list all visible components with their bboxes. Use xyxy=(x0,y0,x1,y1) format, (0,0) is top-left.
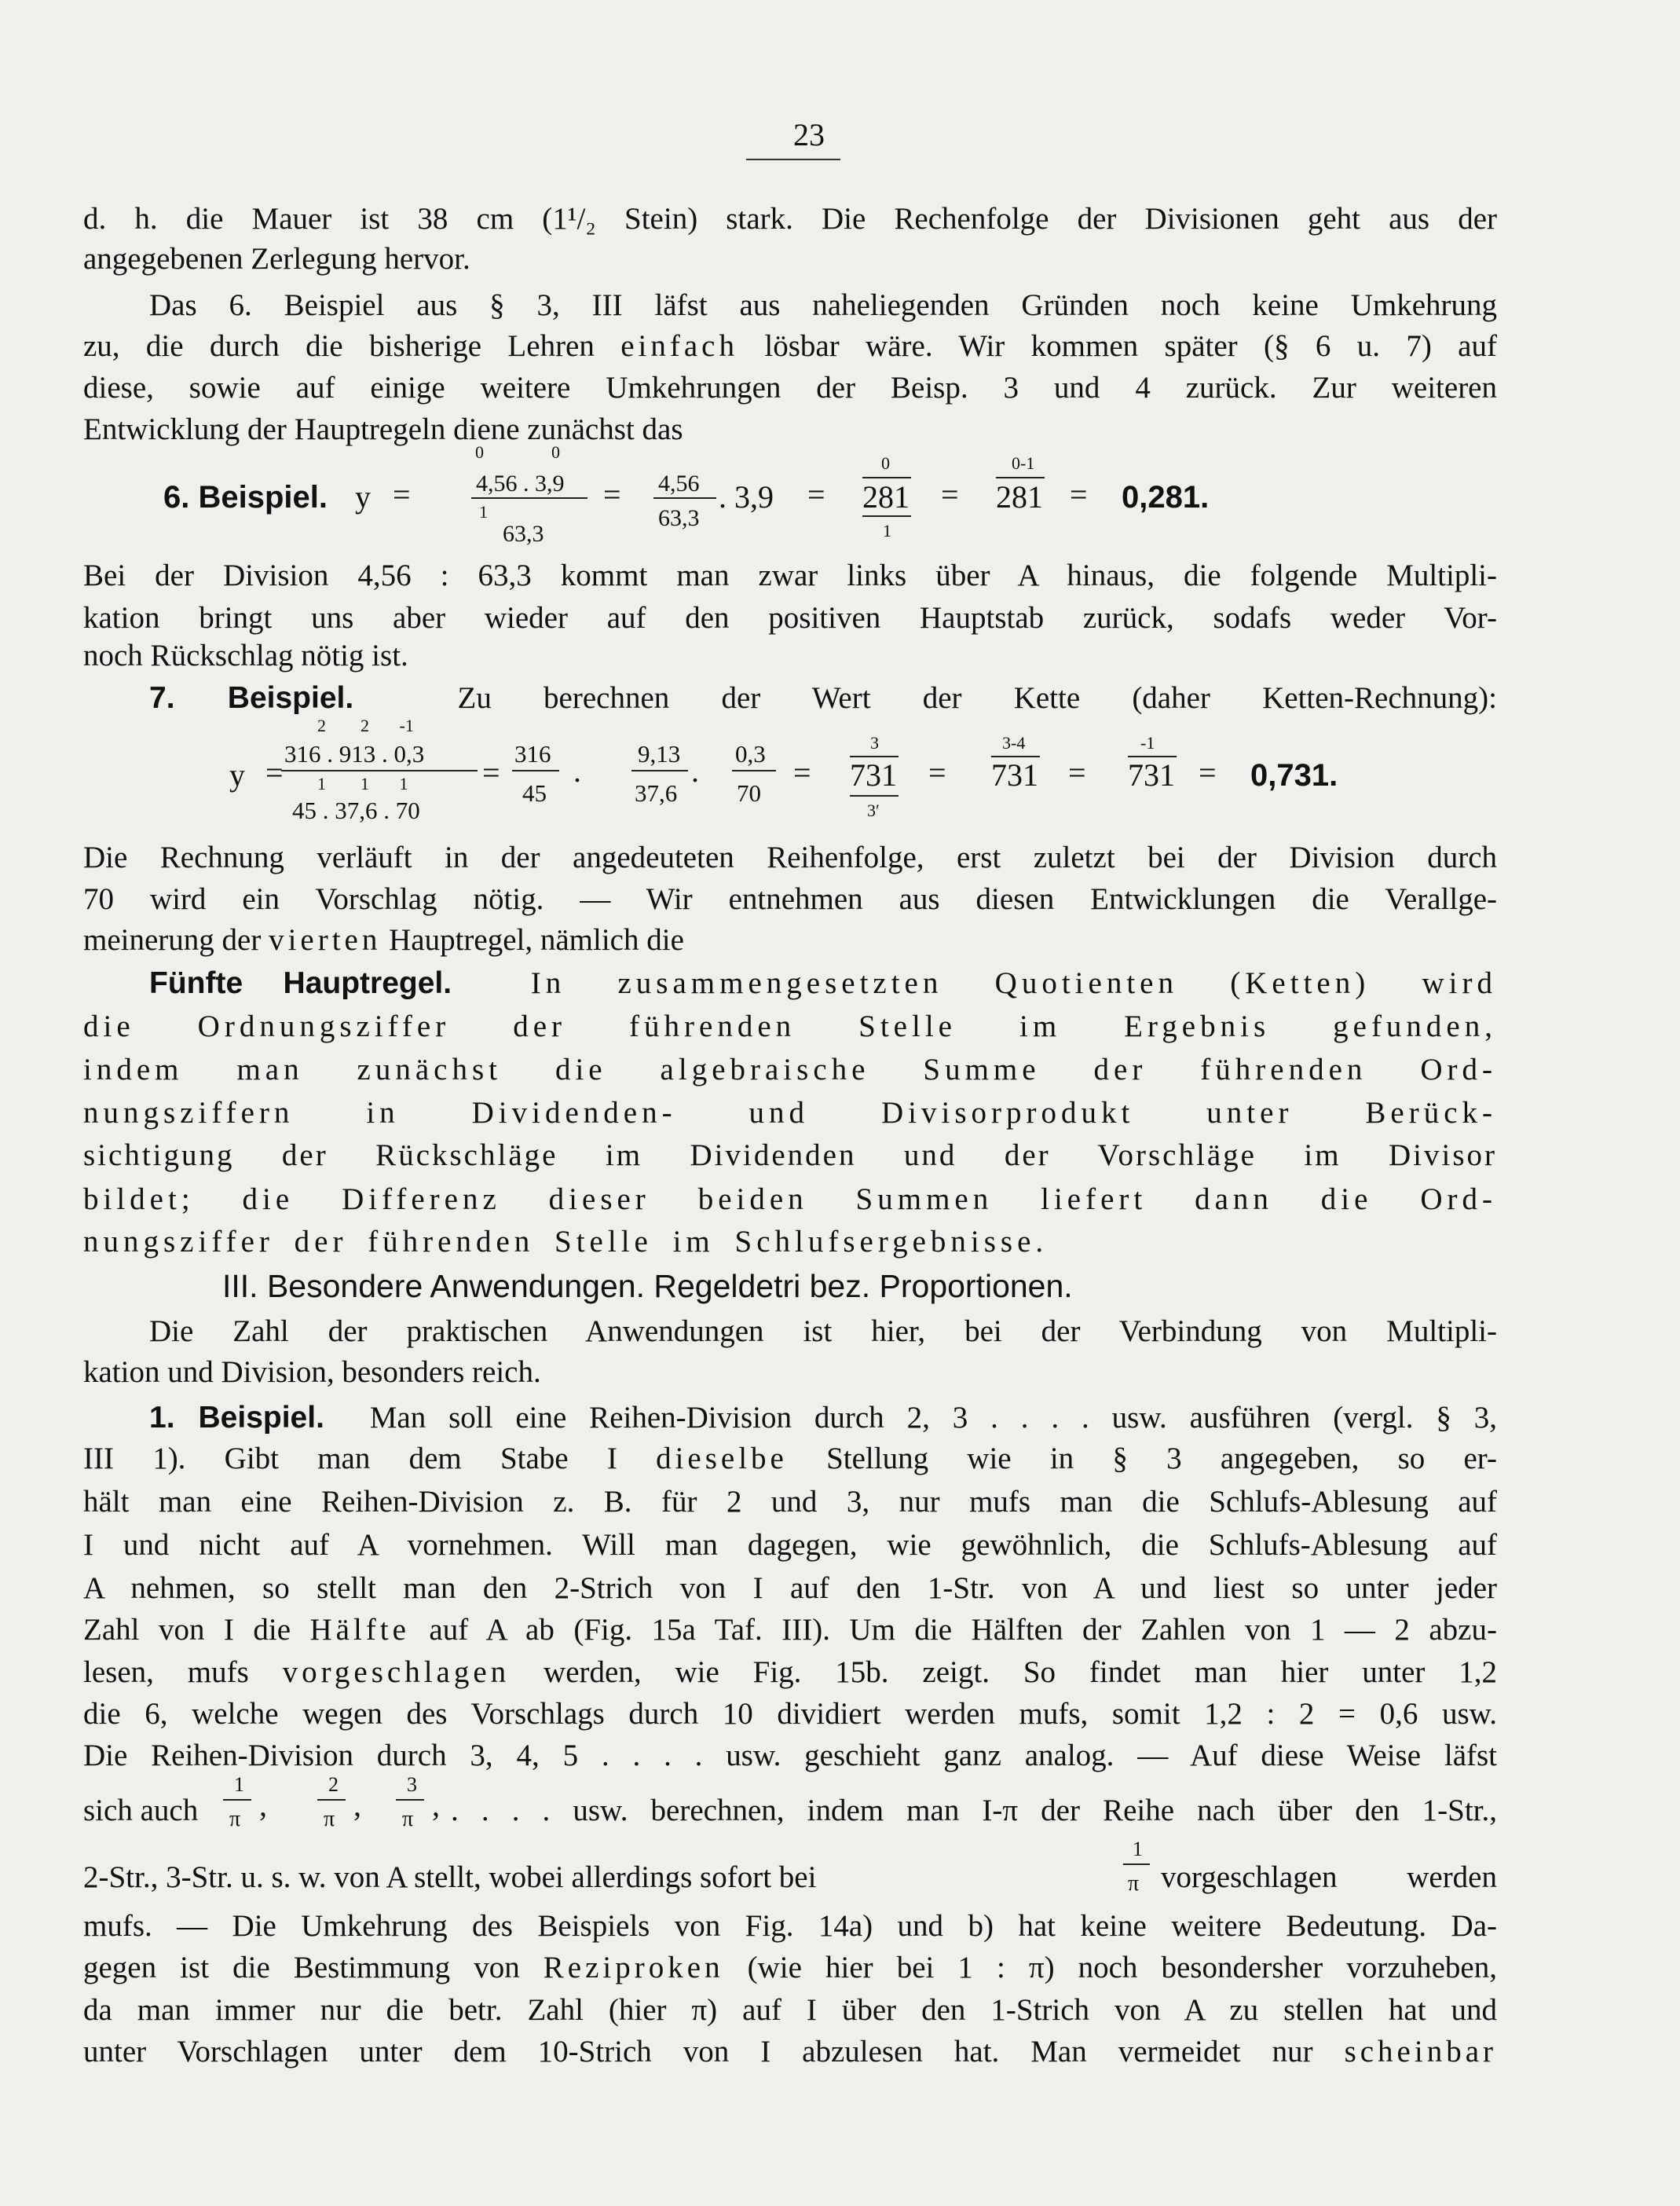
formula-den: 45 . 37,6 . 70 xyxy=(292,797,420,824)
fraction-bar xyxy=(396,1799,424,1801)
text-line: sichtigung der Rückschläge im Dividenden und der Vorschläge im Divisor xyxy=(83,1138,1497,1172)
formula-sub: 1 1 1 xyxy=(317,774,408,793)
text-line: indem man zunächst die algebraische Summe der führenden Ord- xyxy=(83,1053,1497,1087)
formula-num: 316 . 913 . 0,3 xyxy=(284,740,425,768)
frac-comma: , xyxy=(432,1787,440,1823)
text-run: lesen, mufs xyxy=(83,1655,283,1689)
text-line: 70 wird ein Vorschlag nötig. — Wir entnehmen aus diesen Entwicklungen die Verallge- xyxy=(83,882,1497,916)
formula-sup: 0-1 xyxy=(1012,453,1035,473)
formula-num: 4,56 xyxy=(658,471,700,497)
text-run: Man soll eine Reihen-Division durch 2, 3 . . . . usw. ausführen (vergl. § 3, xyxy=(369,1401,1498,1435)
formula-sub: 1 xyxy=(479,502,488,522)
text-line: vorgeschlagen werden xyxy=(1161,1860,1497,1894)
formula-eq: = xyxy=(928,755,946,790)
text-line: die Ordnungsziffer der führenden Stelle im Ergebnis gefunden, xyxy=(83,1010,1497,1043)
formula-dot: . xyxy=(573,753,581,789)
text-line: . . . . usw. berechnen, indem man I-π der Reihe nach über den 1-Str., xyxy=(451,1794,1497,1827)
text-run-spaced: dieselbe xyxy=(656,1442,788,1475)
text-line: Bei der Division 4,56 : 63,3 kommt man zwar links über A hinaus, die folgende Multipli- xyxy=(83,559,1497,592)
frac-num: 1 xyxy=(1133,1838,1143,1860)
formula-eq: = xyxy=(482,755,500,790)
formula-sub: 3′ xyxy=(867,801,880,820)
text-line: noch Rückschlag nötig ist. xyxy=(83,639,408,672)
formula-den: 45 xyxy=(522,779,547,807)
text-line: Das 6. Beispiel aus § 3, III läfst aus naheliegenden Gründen noch keine Umkehrung xyxy=(149,288,1497,322)
formula-num: 0,3 xyxy=(735,740,766,768)
fraction-bar xyxy=(732,770,776,771)
page-number-rule xyxy=(746,159,840,160)
text-line xyxy=(149,677,1497,720)
text-line: Die Zahl der praktischen Anwendungen ist hier, bei der Verbindung von Multipli- xyxy=(149,1314,1497,1348)
formula-num: 9,13 xyxy=(638,740,681,768)
formula-eq: = xyxy=(603,477,621,512)
formula-sup: 2 2 -1 xyxy=(317,716,414,735)
text-run: Hauptregel, nämlich die xyxy=(381,923,684,957)
page-number: 23 xyxy=(793,117,825,152)
frac-num: 2 xyxy=(328,1773,339,1796)
text-run-spaced: Reziproken xyxy=(543,1951,724,1984)
formula-sup: 3-4 xyxy=(1002,733,1026,753)
text-run-spaced: scheinbar xyxy=(1344,2035,1497,2069)
formula-den: 63,3 xyxy=(658,505,700,531)
text-run: unter Vorschlagen unter dem 10-Strich von I abzulesen hat. Man vermeidet nur xyxy=(83,2035,1345,2069)
formula-value: 281 xyxy=(862,479,910,515)
frac-num: 1 xyxy=(234,1773,244,1796)
formula-den: 63,3 xyxy=(503,521,544,547)
text-run: III 1). Gibt man dem Stabe I xyxy=(83,1442,657,1475)
formula-var: y xyxy=(355,479,371,515)
text-run: meinerung der xyxy=(83,923,269,957)
overline xyxy=(862,477,911,478)
text-line: nungsziffer der führenden Stelle im Schlufsergebnisse. xyxy=(83,1225,1049,1259)
example-label: 1. Beispiel. xyxy=(149,1401,324,1435)
formula-sup: 0 xyxy=(881,453,890,473)
fraction-bar xyxy=(631,770,688,771)
fraction-bar xyxy=(512,770,559,771)
overline xyxy=(996,477,1045,478)
formula-result: 0,731. xyxy=(1250,758,1338,793)
formula-eq: = xyxy=(265,755,284,790)
text-line: mufs. — Die Umkehrung des Beispiels von Fig. 14a) und b) hat keine weitere Bedeutung. Da- xyxy=(83,1909,1497,1943)
formula-den: 70 xyxy=(737,779,761,807)
text-line: nungsziffern in Dividenden- und Divisorprodukt unter Berück- xyxy=(83,1096,1497,1130)
text-run: gegen ist die Bestimmung von xyxy=(83,1951,544,1984)
text-run: zu, die durch die bisherige Lehren xyxy=(83,329,621,363)
formula-term: . 3,9 xyxy=(719,479,774,515)
formula-eq: = xyxy=(941,477,959,512)
formula-eq: = xyxy=(1068,755,1086,790)
text-line xyxy=(83,325,1497,368)
formula-den: 37,6 xyxy=(635,779,678,807)
formula-sup: 0 xyxy=(551,442,560,462)
frac-den: π xyxy=(402,1807,414,1831)
formula-eq: = xyxy=(1199,755,1217,790)
text-line: da man immer nur die betr. Zahl (hier π) auf I über den 1-Strich von A zu stellen hat und xyxy=(83,1993,1497,2027)
text-line: 2-Str., 3-Str. u. s. w. von A stellt, wobei allerdings sofort bei xyxy=(83,1860,817,1894)
text-line: kation und Division, besonders reich. xyxy=(83,1355,541,1389)
formula-dot: . xyxy=(691,753,699,789)
text-line: angegebenen Zerlegung hervor. xyxy=(83,242,470,276)
frac-den: π xyxy=(324,1807,335,1831)
formula-value: 731 xyxy=(1128,757,1175,793)
text-line: I und nicht auf A vornehmen. Will man dagegen, wie gewöhnlich, die Schlufs-Ablesung auf xyxy=(83,1528,1497,1562)
text-line: sich auch xyxy=(83,1794,199,1827)
text-line: Entwicklung der Hauptregeln diene zunächst das xyxy=(83,412,683,446)
formula-eq: = xyxy=(1070,477,1088,512)
text-line xyxy=(83,1947,1497,1989)
formula-sup: -1 xyxy=(1140,733,1155,753)
text-line xyxy=(149,1397,1497,1439)
text-line xyxy=(83,1651,1497,1694)
text-line: hält man eine Reihen-Division z. B. für 2 und 3, nur mufs man die Schlufs-Ablesung auf xyxy=(83,1485,1497,1519)
formula-num: 4,56 . 3,9 xyxy=(476,471,565,497)
example-label: 6. Beispiel. xyxy=(163,480,328,515)
fraction-bar xyxy=(1123,1863,1150,1865)
frac-den: π xyxy=(1128,1871,1140,1896)
text-line xyxy=(149,962,1497,1005)
text-run-spaced: vorgeschlagen xyxy=(282,1655,511,1689)
text-run: werden, wie Fig. 15b. zeigt. So findet man hier unter 1,2 xyxy=(510,1655,1498,1689)
frac-den: π xyxy=(229,1807,241,1831)
fraction-bar xyxy=(281,770,478,771)
text-run-spaced: vierten xyxy=(269,923,382,957)
text-run: auf A ab (Fig. 15a Taf. III). Um die Hälften der Zahlen von 1 — 2 abzu- xyxy=(409,1613,1497,1647)
fraction-bar xyxy=(223,1799,251,1801)
text-line: bildet; die Differenz dieser beiden Summen liefert dann die Ord- xyxy=(83,1182,1497,1216)
text-line xyxy=(83,1609,1497,1651)
rule-label: Fünfte Hauptregel. xyxy=(149,966,452,1000)
text-run-spaced: In zusammengesetzten Quotienten (Ketten) wird xyxy=(530,966,1498,1000)
text-line: Die Rechnung verläuft in der angedeuteten Reihenfolge, erst zuletzt bei der Division durch xyxy=(83,841,1497,874)
text-line: Die Reihen-Division durch 3, 4, 5 . . . . usw. geschieht ganz analog. — Auf diese Weise läfst xyxy=(83,1739,1497,1772)
fraction-bar xyxy=(471,497,587,499)
formula-value: 281 xyxy=(996,479,1043,515)
text-run: Zu berechnen der Wert der Kette (daher Ketten-Rechnung): xyxy=(457,681,1497,715)
formula-value: 731 xyxy=(991,757,1038,793)
example-label: 7. Beispiel. xyxy=(149,681,354,715)
fraction-bar xyxy=(653,497,716,499)
text-line: kation bringt uns aber wieder auf den positiven Hauptstab zurück, sodafs weder Vor- xyxy=(83,601,1497,635)
text-run: lösbar wäre. Wir kommen später (§ 6 u. 7) auf xyxy=(738,329,1497,363)
frac-comma: , xyxy=(353,1787,361,1823)
frac-comma: , xyxy=(259,1787,267,1823)
text-line xyxy=(83,919,1497,962)
text-run: (wie hier bei 1 : π) noch besondersher vorzuheben, xyxy=(723,1951,1497,1984)
formula-result: 0,281. xyxy=(1122,480,1210,515)
text-line xyxy=(83,2031,1497,2073)
formula-eq: = xyxy=(393,477,411,512)
formula-sup: 0 xyxy=(475,442,484,462)
section-heading: III. Besondere Anwendungen. Regeldetri bez. Proportionen. xyxy=(222,1268,1073,1304)
formula-value: 731 xyxy=(850,757,897,793)
text-line: A nehmen, so stellt man den 2-Strich von I auf den 1-Str. von A und liest so unter jeder xyxy=(83,1571,1497,1605)
text-run: Stellung wie in § 3 angegeben, so er- xyxy=(787,1442,1497,1475)
underline xyxy=(862,515,911,517)
text-run: Zahl von I die xyxy=(83,1613,310,1647)
text-line xyxy=(83,1438,1497,1480)
text-line: die 6, welche wegen des Vorschlags durch 10 dividiert werden mufs, somit 1,2 : 2 = 0,6 usw. xyxy=(83,1697,1497,1731)
text-run-spaced: einfach xyxy=(620,329,738,363)
formula-eq: = xyxy=(807,477,825,512)
underline xyxy=(850,795,899,797)
text-run-spaced: Hälfte xyxy=(309,1613,410,1647)
frac-num: 3 xyxy=(407,1773,417,1796)
fraction-bar xyxy=(317,1799,346,1801)
formula-num: 316 xyxy=(514,740,551,768)
formula-eq: = xyxy=(793,755,811,790)
text-line: d. h. die Mauer ist 38 cm (1¹/₂ Stein) stark. Die Rechenfolge der Divisionen geht aus der xyxy=(83,202,1497,236)
formula-sup: 3 xyxy=(870,733,879,753)
text-line: diese, sowie auf einige weitere Umkehrungen der Beisp. 3 und 4 zurück. Zur weiteren xyxy=(83,371,1497,405)
formula-sub: 1 xyxy=(883,521,891,541)
formula-var: y xyxy=(229,757,245,793)
